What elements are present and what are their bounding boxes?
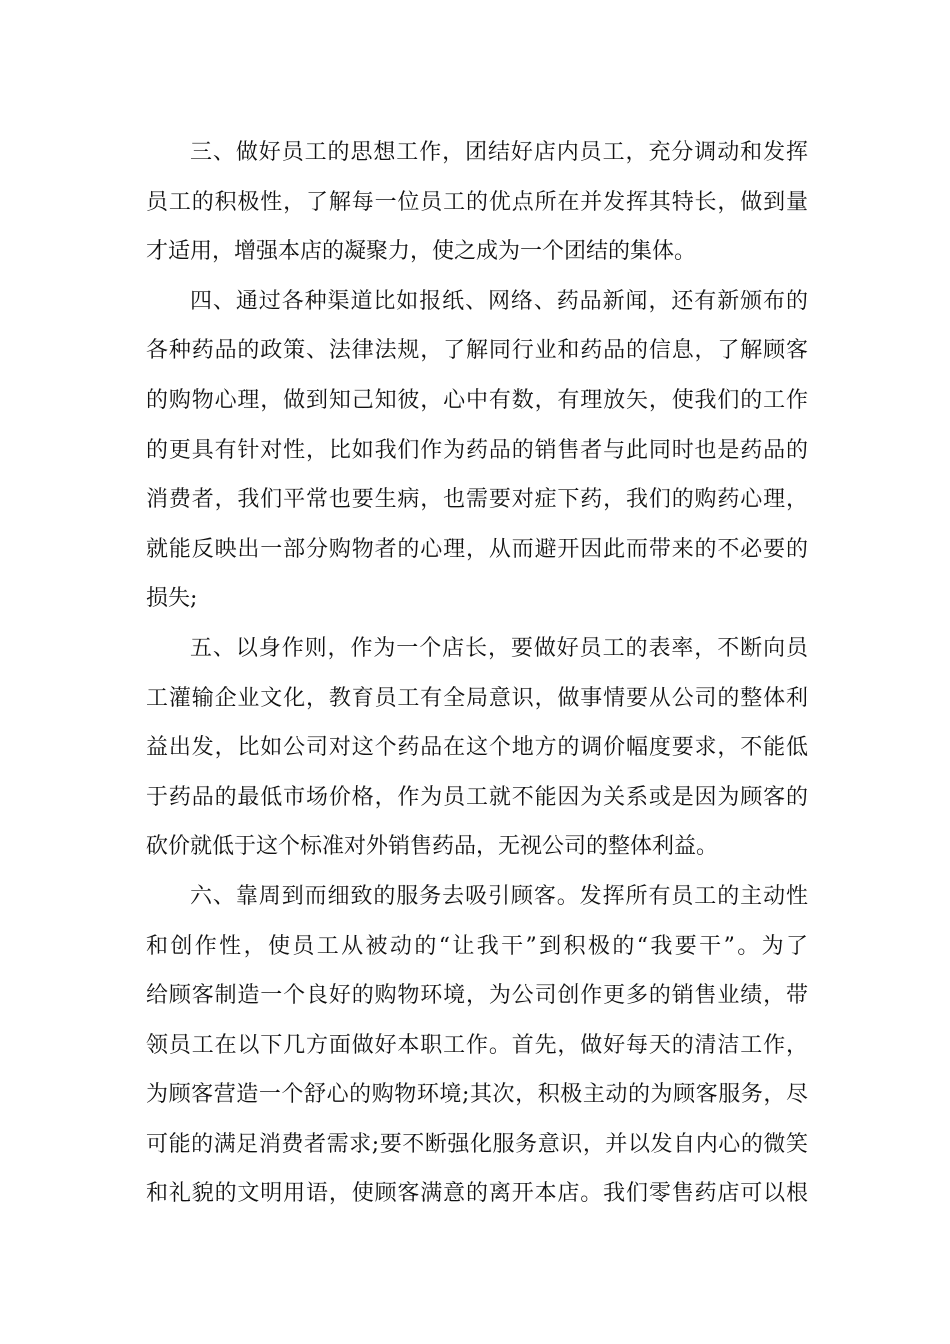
text-line: 可能的满足消费者需求;要不断强化服务意识，并以发自内心的微笑 (146, 1131, 808, 1157)
text-line: 四、通过各种渠道比如报纸、网络、药品新闻，还有新颁布的 (190, 288, 808, 314)
text-line: 和创作性，使员工从被动的“让我干”到积极的“我要干”。为了 (146, 933, 808, 959)
text-line: 消费者，我们平常也要生病，也需要对症下药，我们的购药心理， (146, 487, 808, 513)
text-line: 给顾客制造一个良好的购物环境，为公司创作更多的销售业绩，带 (146, 983, 808, 1009)
text-line: 的购物心理，做到知己知彼，心中有数，有理放矢，使我们的工作 (146, 387, 808, 413)
text-line: 损失; (146, 586, 198, 612)
text-line: 员工的积极性，了解每一位员工的优点所在并发挥其特长，做到量 (146, 189, 808, 215)
document-body (146, 128, 808, 1219)
text-line: 为顾客营造一个舒心的购物环境;其次，积极主动的为顾客服务，尽 (146, 1082, 808, 1108)
text-line: 各种药品的政策、法律法规，了解同行业和药品的信息，了解顾客 (146, 338, 808, 364)
text-line: 益出发，比如公司对这个药品在这个地方的调价幅度要求，不能低 (146, 735, 808, 761)
text-line: 砍价就低于这个标准对外销售药品，无视公司的整体利益。 (146, 834, 719, 860)
text-line: 三、做好员工的思想工作，团结好店内员工，充分调动和发挥 (190, 140, 808, 165)
text-line: 五、以身作则，作为一个店长，要做好员工的表率，不断向员 (190, 635, 808, 661)
text-line: 于药品的最低市场价格，作为员工就不能因为关系或是因为顾客的 (146, 784, 808, 810)
text-line: 六、靠周到而细致的服务去吸引顾客。发挥所有员工的主动性 (190, 883, 808, 909)
text-line: 的更具有针对性，比如我们作为药品的销售者与此同时也是药品的 (146, 437, 808, 463)
text-line: 才适用，增强本店的凝聚力，使之成为一个团结的集体。 (146, 239, 697, 265)
text-line: 领员工在以下几方面做好本职工作。首先，做好每天的清洁工作， (146, 1032, 808, 1058)
text-line: 和礼貌的文明用语，使顾客满意的离开本店。我们零售药店可以根 (146, 1181, 808, 1207)
text-line: 工灌输企业文化，教育员工有全局意识，做事情要从公司的整体利 (146, 685, 808, 711)
text-line: 就能反映出一部分购物者的心理，从而避开因此而带来的不必要的 (146, 536, 808, 562)
